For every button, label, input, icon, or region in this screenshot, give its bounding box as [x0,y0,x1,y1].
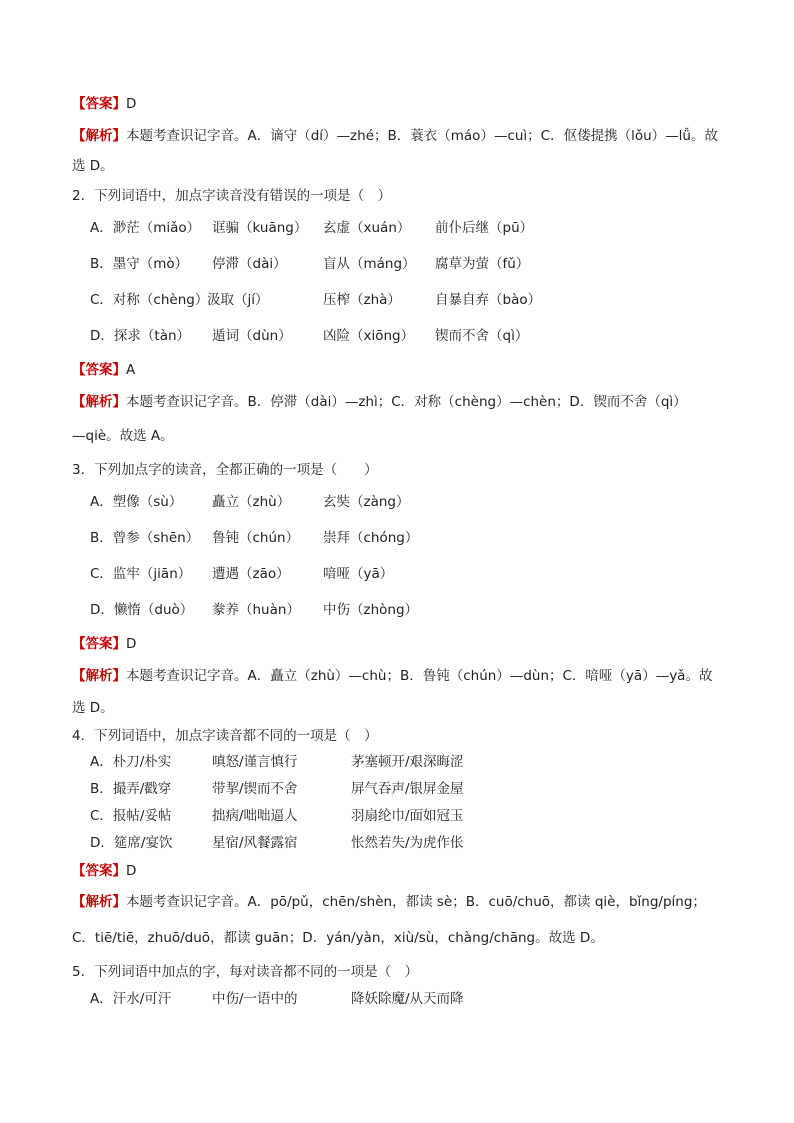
q4-answer [72,861,136,881]
option-text: D．筵席/宴饮 [90,835,173,851]
answer-value: D [126,96,137,112]
option-text: 豢养（huàn） [212,602,300,618]
option-text: 停滞（dài） [212,256,287,272]
option-text: 矗立（zhù） [212,494,291,510]
option-text: C．报帖/妥帖 [90,808,172,824]
option-text: B．墨守（mò） [90,256,189,272]
analysis-text: 本题考查识记字音。A．矗立（zhù）—chù；B．鲁钝（chún）—dùn；C．喑哑（yā）—yǎ。故 [126,668,713,684]
option-text: 屏气吞声/银屏金屋 [351,781,464,797]
q4-analysis-line2: C．tiē/tiē，zhuō/duō，都读 guān；D．yán/yàn，xiù/sù，chàng/chāng。故选 D。 [72,930,604,946]
q2-analysis-line2: —qiè。故选 A。 [72,428,174,444]
option-text: C．对称（chèng） [90,292,209,308]
analysis-text: 本题考查识记字音。A．pō/pǔ，chēn/shèn，都读 sè；B．cuō/chuō，都读 qiè，bǐng/píng； [126,894,706,910]
analysis-tag: 【解析】 [72,394,126,410]
option-text: 星宿/风餐露宿 [212,835,298,851]
option-text: 玄虚（xuán） [323,220,411,236]
option-text: 带挈/锲而不舍 [212,781,298,797]
q1-answer [72,94,136,114]
option-text: D．探求（tàn） [90,328,191,344]
option-text: 遭遇（zāo） [212,566,290,582]
option-text: B．曾参（shēn） [90,530,200,546]
option-text: A．塑像（sù） [90,494,183,510]
option-text: 崇拜（chóng） [323,530,419,546]
option-text: 喑哑（yā） [323,566,394,582]
option-text: 降妖除魔/从天而降 [351,991,464,1007]
option-text: A．朴刀/朴实 [90,754,172,770]
q2-answer [72,360,135,380]
option-text: D．懒惰（duò） [90,602,194,618]
answer-value: D [126,863,137,879]
option-text: 遁词（dùn） [212,328,292,344]
option-text: 怅然若失/为虎作伥 [351,835,464,851]
option-text: 羽扇纶巾/面如冠玉 [351,808,464,824]
q3-analysis-line2: 选 D。 [72,700,114,716]
option-text: 诓骗（kuāng） [212,220,308,236]
q3-answer [72,634,136,654]
q4-stem: 4．下列词语中，加点字读音都不同的一项是（ ） [72,728,378,744]
option-text: 中伤（zhòng） [323,602,419,618]
option-text: 前仆后继（pū） [435,220,534,236]
option-text: A．渺茫（miǎo） [90,220,201,236]
q3-stem: 3．下列加点字的读音，全都正确的一项是（ ） [72,462,378,478]
option-text: 茅塞顿开/艰深晦涩 [351,754,464,770]
option-text: 自暴自弃（bào） [435,292,542,308]
option-text: 鲁钝（chún） [212,530,300,546]
option-text: 拙病/咄咄逼人 [212,808,298,824]
option-text: 凶险（xiōng） [323,328,415,344]
q2-stem: 2．下列词语中，加点字读音没有错误的一项是（ ） [72,188,392,204]
analysis-text: 本题考查识记字音。B．停滞（dài）—zhì；C．对称（chèng）—chèn；D．锲而不舍（qì） [126,394,687,410]
option-text: 嗔怒/谨言慎行 [212,754,298,770]
answer-value: D [126,636,137,652]
option-text: B．撮弄/戳穿 [90,781,172,797]
analysis-tag: 【解析】 [72,894,126,910]
q2-analysis-line1 [72,392,687,412]
q1-analysis-line2: 选 D。 [72,158,114,174]
option-text: 压榨（zhà） [323,292,401,308]
q5-stem: 5．下列词语中加点的字，每对读音都不同的一项是（ ） [72,964,419,980]
option-text: 玄奘（zàng） [323,494,410,510]
answer-value: A [126,362,136,378]
option-text: 中伤/一语中的 [212,991,298,1007]
q1-analysis-line1 [72,126,718,146]
q3-analysis-line1 [72,666,712,686]
answer-tag: 【答案】 [72,636,126,652]
option-text: A．汗水/可汗 [90,991,172,1007]
answer-tag: 【答案】 [72,863,126,879]
analysis-text: 本题考查识记字音。A．谪守（dí）—zhé；B．蓑衣（máo）—cuì；C．伛偻提携（lǒu）—lǚ。故 [126,128,718,144]
option-text: 盲从（máng） [323,256,416,272]
option-text: C．监牢（jiān） [90,566,192,582]
option-text: 腐草为萤（fǔ） [435,256,530,272]
answer-tag: 【答案】 [72,96,126,112]
analysis-tag: 【解析】 [72,128,126,144]
option-text: 汲取（jí） [207,292,269,308]
analysis-tag: 【解析】 [72,668,126,684]
answer-tag: 【答案】 [72,362,126,378]
q4-analysis-line1 [72,892,706,912]
option-text: 锲而不舍（qì） [435,328,529,344]
